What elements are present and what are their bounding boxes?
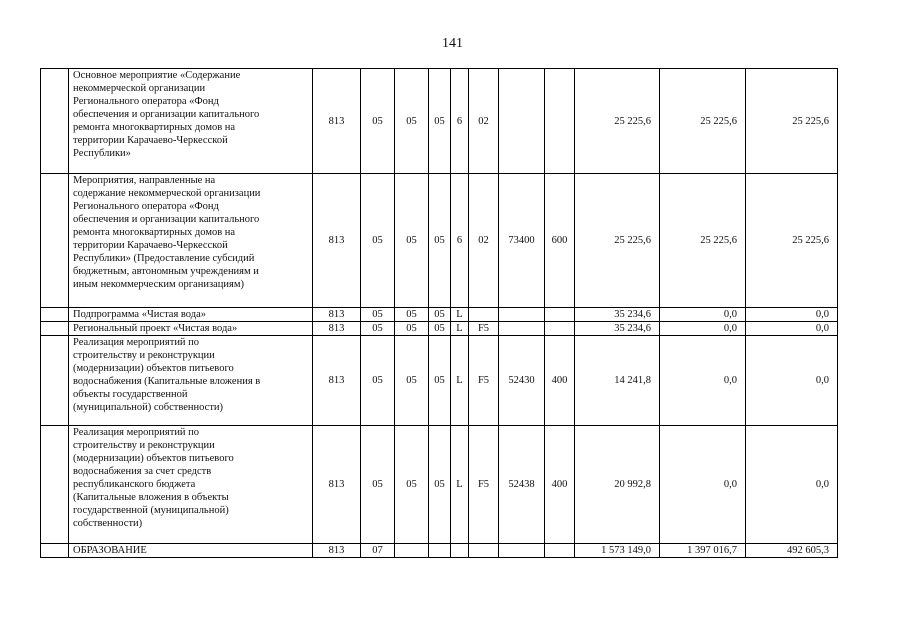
cell-ved: 813 xyxy=(313,336,361,426)
table-row xyxy=(41,308,838,322)
cell-index xyxy=(41,322,69,336)
name-line: бюджетным, автономным учреждениям и xyxy=(73,266,259,277)
cell-expense-type xyxy=(545,69,575,174)
cell-index xyxy=(41,69,69,174)
cell-name xyxy=(69,69,313,174)
cell-expense-type xyxy=(545,322,575,336)
cell-subsection: 05 xyxy=(395,174,429,308)
cell-target-4 xyxy=(499,544,545,558)
name-line: иным некоммерческим организациям) xyxy=(73,279,244,290)
cell-target-3 xyxy=(469,308,499,322)
cell-section: 05 xyxy=(361,426,395,544)
table-row xyxy=(41,544,838,558)
cell-ved: 813 xyxy=(313,69,361,174)
name-line: (модернизации) объектов питьевого xyxy=(73,363,234,374)
cell-target-2: L xyxy=(451,322,469,336)
cell-index xyxy=(41,308,69,322)
cell-target-2: L xyxy=(451,336,469,426)
cell-amount-year-2: 0,0 xyxy=(660,308,746,322)
cell-target-2 xyxy=(451,544,469,558)
name-line: Республики» xyxy=(73,148,131,159)
cell-section: 07 xyxy=(361,544,395,558)
cell-section: 05 xyxy=(361,336,395,426)
name-line: Реализация мероприятий по xyxy=(73,337,200,348)
name-line: собственности) xyxy=(73,518,143,529)
cell-amount-year-2: 0,0 xyxy=(660,322,746,336)
cell-section: 05 xyxy=(361,69,395,174)
cell-amount-year-3: 25 225,6 xyxy=(746,174,838,308)
cell-subsection: 05 xyxy=(395,426,429,544)
name-line: водоснабжения (Капитальные вложения в xyxy=(73,376,261,387)
cell-target-2: L xyxy=(451,308,469,322)
cell-ved: 813 xyxy=(313,426,361,544)
name-line: обеспечения и организации капитального xyxy=(73,214,260,225)
cell-ved: 813 xyxy=(313,174,361,308)
cell-target-2: 6 xyxy=(451,69,469,174)
cell-amount-year-2: 0,0 xyxy=(660,426,746,544)
name-line: Реализация мероприятий по xyxy=(73,427,200,438)
table-body xyxy=(41,69,838,558)
cell-name xyxy=(69,308,313,322)
name-line: Региональный проект «Чистая вода» xyxy=(73,323,238,334)
name-line: республиканского бюджета xyxy=(73,479,196,490)
cell-target-1: 05 xyxy=(429,322,451,336)
name-line: ремонта многоквартирных домов на xyxy=(73,122,236,133)
cell-target-1 xyxy=(429,544,451,558)
cell-target-3: F5 xyxy=(469,426,499,544)
name-line: обеспечения и организации капитального xyxy=(73,109,260,120)
name-line: Мероприятия, направленные на xyxy=(73,175,216,186)
cell-subsection: 05 xyxy=(395,336,429,426)
table-row xyxy=(41,322,838,336)
cell-target-1: 05 xyxy=(429,174,451,308)
cell-subsection: 05 xyxy=(395,69,429,174)
cell-expense-type xyxy=(545,308,575,322)
cell-expense-type: 400 xyxy=(545,336,575,426)
table-row xyxy=(41,336,838,426)
cell-expense-type: 600 xyxy=(545,174,575,308)
table-row xyxy=(41,69,838,174)
name-line: Регионального оператора «Фонд xyxy=(73,201,219,212)
cell-target-4: 52430 xyxy=(499,336,545,426)
name-line: Основное мероприятие «Содержание xyxy=(73,70,241,81)
table-row xyxy=(41,174,838,308)
cell-target-4 xyxy=(499,69,545,174)
name-line: строительству и реконструкции xyxy=(73,350,215,361)
cell-target-3: 02 xyxy=(469,69,499,174)
cell-amount-year-2: 25 225,6 xyxy=(660,174,746,308)
cell-name xyxy=(69,426,313,544)
budget-table xyxy=(40,68,838,558)
cell-target-4: 73400 xyxy=(499,174,545,308)
name-line: территории Карачаево-Черкесской xyxy=(73,240,228,251)
cell-amount-year-3: 0,0 xyxy=(746,426,838,544)
name-line: Подпрограмма «Чистая вода» xyxy=(73,309,206,320)
cell-amount-year-1: 20 992,8 xyxy=(575,426,660,544)
name-line: ремонта многоквартирных домов на xyxy=(73,227,236,238)
cell-amount-year-2: 0,0 xyxy=(660,336,746,426)
cell-ved: 813 xyxy=(313,308,361,322)
cell-target-1: 05 xyxy=(429,69,451,174)
cell-amount-year-2: 25 225,6 xyxy=(660,69,746,174)
cell-amount-year-2: 1 397 016,7 xyxy=(660,544,746,558)
cell-target-4 xyxy=(499,308,545,322)
cell-amount-year-3: 0,0 xyxy=(746,308,838,322)
cell-target-4: 52438 xyxy=(499,426,545,544)
name-line: содержание некоммерческой организации xyxy=(73,188,261,199)
name-line: Регионального оператора «Фонд xyxy=(73,96,219,107)
cell-ved: 813 xyxy=(313,322,361,336)
cell-amount-year-3: 0,0 xyxy=(746,322,838,336)
cell-target-2: 6 xyxy=(451,174,469,308)
name-line: (модернизации) объектов питьевого xyxy=(73,453,234,464)
cell-name xyxy=(69,174,313,308)
cell-name xyxy=(69,336,313,426)
name-line: территории Карачаево-Черкесской xyxy=(73,135,228,146)
name-line: ОБРАЗОВАНИЕ xyxy=(73,545,147,556)
cell-subsection: 05 xyxy=(395,322,429,336)
cell-target-3: F5 xyxy=(469,336,499,426)
cell-expense-type xyxy=(545,544,575,558)
name-line: объекты государственной xyxy=(73,389,188,400)
name-line: Республики» (Предоставление субсидий xyxy=(73,253,255,264)
table-row xyxy=(41,426,838,544)
cell-index xyxy=(41,544,69,558)
cell-expense-type: 400 xyxy=(545,426,575,544)
cell-target-1: 05 xyxy=(429,308,451,322)
cell-amount-year-1: 14 241,8 xyxy=(575,336,660,426)
cell-target-3 xyxy=(469,544,499,558)
name-line: (Капитальные вложения в объекты xyxy=(73,492,229,503)
cell-name xyxy=(69,322,313,336)
cell-amount-year-3: 492 605,3 xyxy=(746,544,838,558)
name-line: государственной (муниципальной) xyxy=(73,505,229,516)
cell-target-3: 02 xyxy=(469,174,499,308)
cell-target-2: L xyxy=(451,426,469,544)
cell-target-1: 05 xyxy=(429,336,451,426)
cell-amount-year-1: 35 234,6 xyxy=(575,322,660,336)
name-line: (муниципальной) собственности) xyxy=(73,402,224,413)
cell-amount-year-1: 35 234,6 xyxy=(575,308,660,322)
cell-subsection xyxy=(395,544,429,558)
cell-amount-year-1: 1 573 149,0 xyxy=(575,544,660,558)
cell-target-3: F5 xyxy=(469,322,499,336)
cell-ved: 813 xyxy=(313,544,361,558)
cell-section: 05 xyxy=(361,308,395,322)
name-line: строительству и реконструкции xyxy=(73,440,215,451)
cell-name xyxy=(69,544,313,558)
cell-subsection: 05 xyxy=(395,308,429,322)
cell-index xyxy=(41,336,69,426)
page-number: 141 xyxy=(442,36,463,51)
cell-section: 05 xyxy=(361,174,395,308)
cell-amount-year-1: 25 225,6 xyxy=(575,174,660,308)
cell-amount-year-3: 25 225,6 xyxy=(746,69,838,174)
name-line: водоснабжения за счет средств xyxy=(73,466,212,477)
cell-index xyxy=(41,426,69,544)
cell-index xyxy=(41,174,69,308)
cell-target-1: 05 xyxy=(429,426,451,544)
cell-amount-year-1: 25 225,6 xyxy=(575,69,660,174)
cell-target-4 xyxy=(499,322,545,336)
cell-amount-year-3: 0,0 xyxy=(746,336,838,426)
name-line: некоммерческой организации xyxy=(73,83,206,94)
cell-section: 05 xyxy=(361,322,395,336)
